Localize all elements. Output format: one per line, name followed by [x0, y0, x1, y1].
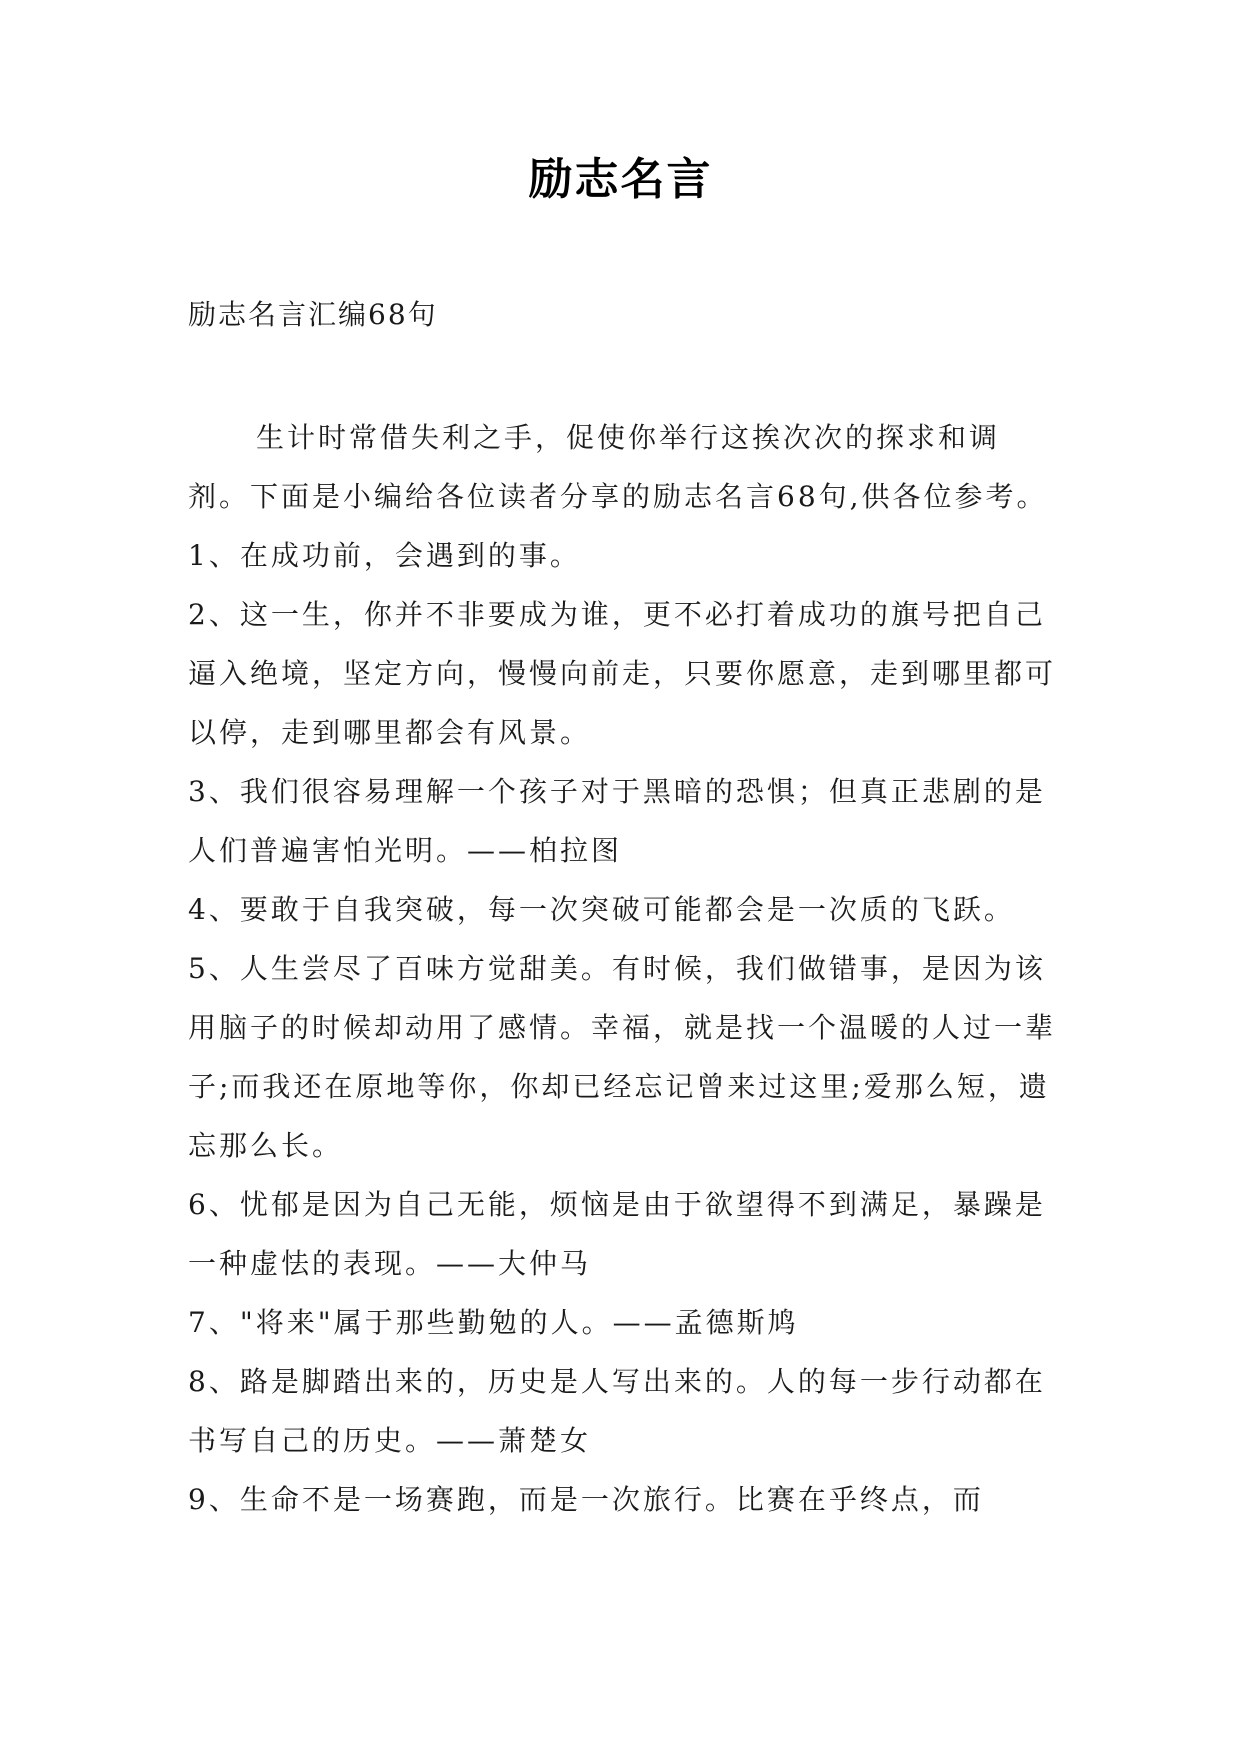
intro-paragraph: 生计时常借失利之手，促使你举行这挨次次的探求和调剂。下面是小编给各位读者分享的励志名言68句,供各位参考。 — [188, 421, 1048, 513]
document-subtitle: 励志名言汇编68句 — [188, 298, 438, 331]
document-title: 励志名言 — [528, 154, 713, 205]
quote-item: 4、要敢于自我突破，每一次突破可能都会是一次质的飞跃。 — [188, 893, 1015, 926]
quote-item: 7、"将来"属于那些勤勉的人。——孟德斯鸠 — [188, 1306, 799, 1339]
document-body — [188, 408, 1058, 1529]
quote-item: 5、人生尝尽了百味方觉甜美。有时候，我们做错事，是因为该用脑子的时候却动用了感情。幸福，就是找一个温暖的人过一辈子;而我还在原地等你，你却已经忘记曾来过这里;爱那么短，遗忘那么长。 — [188, 952, 1057, 1162]
quote-item: 2、这一生，你并不非要成为谁，更不必打着成功的旗号把自己逼入绝境，坚定方向，慢慢向前走，只要你愿意，走到哪里都可以停，走到哪里都会有风景。 — [188, 598, 1057, 749]
quote-item: 9、生命不是一场赛跑，而是一次旅行。比赛在乎终点，而 — [188, 1483, 984, 1516]
quote-item: 3、我们很容易理解一个孩子对于黑暗的恐惧；但真正悲剧的是人们普遍害怕光明。——柏拉图 — [188, 775, 1046, 867]
quote-item: 8、路是脚踏出来的，历史是人写出来的。人的每一步行动都在书写自己的历史。——萧楚女 — [188, 1365, 1046, 1457]
quote-item: 1、在成功前，会遇到的事。 — [188, 539, 581, 572]
quote-item: 6、忧郁是因为自己无能，烦恼是由于欲望得不到满足，暴躁是一种虚怯的表现。——大仲马 — [188, 1188, 1046, 1280]
